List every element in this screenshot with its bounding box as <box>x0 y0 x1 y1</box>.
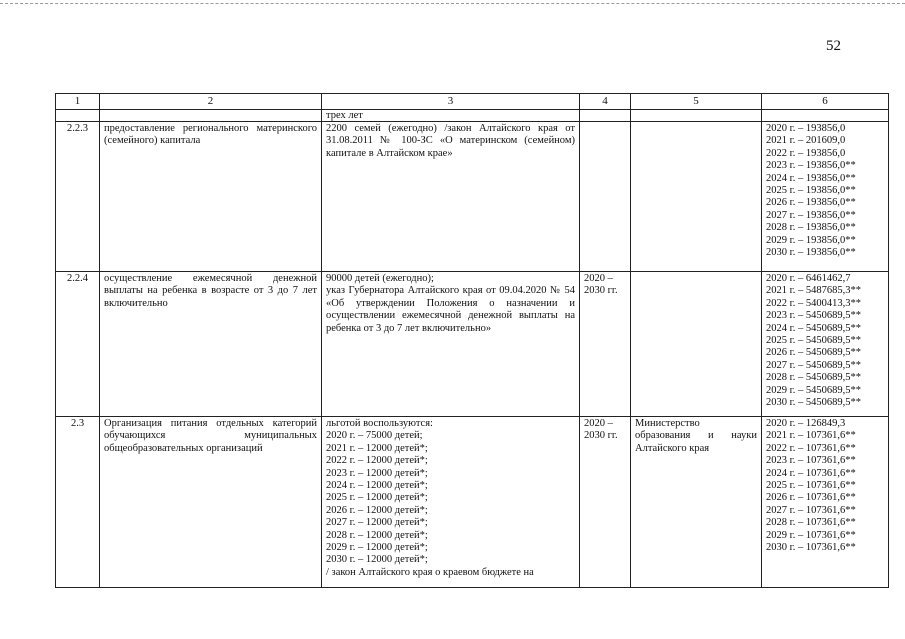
financing-line: 2030 г. – 5450689,5** <box>766 397 861 409</box>
indicator-line: 2022 г. – 12000 детей*; <box>326 455 428 467</box>
financing-line: 2022 г. – 5400413,3** <box>766 297 861 309</box>
row-number: 2.2.3 <box>56 122 100 272</box>
row-period: 2020 – 2030 гг. <box>580 417 631 588</box>
row-period: 2020 – 2030 гг. <box>580 272 631 417</box>
row-financing <box>762 272 889 417</box>
indicator-line: 2020 г. – 75000 детей; <box>326 430 423 442</box>
financing-line: 2023 г. – 5450689,5** <box>766 310 861 322</box>
table-header-row <box>56 94 889 110</box>
financing-line: 2024 г. – 5450689,5** <box>766 322 861 334</box>
financing-line: 2021 г. – 201609,0 <box>766 135 846 147</box>
indicator-line: 2030 г. – 12000 детей*; <box>326 554 428 566</box>
header-col-1: 1 <box>56 94 100 110</box>
indicator-line: указ Губернатора Алтайского края от 09.04.2020 № 54 «Об утверждении Положения о назначении и осуществлении ежемесячной денежной выплаты на ребенка от 3 до 7 лет включительно» <box>326 285 575 334</box>
row-period <box>580 122 631 272</box>
financing-line: 2023 г. – 107361,6** <box>766 455 856 467</box>
financing-line: 2029 г. – 5450689,5** <box>766 384 861 396</box>
financing-line: 2021 г. – 5487685,3** <box>766 285 861 297</box>
indicator-line: 2029 г. – 12000 детей*; <box>326 542 428 554</box>
continuation-row <box>56 110 889 122</box>
financing-line: 2020 г. – 6461462,7 <box>766 273 851 284</box>
row-description: Организация питания отдельных категорий обучающихся муниципальных общеобразовательных организаций <box>100 417 322 588</box>
header-col-4: 4 <box>580 94 631 110</box>
indicator-line: 2027 г. – 12000 детей*; <box>326 517 428 529</box>
row-executor <box>631 122 762 272</box>
row-description: осуществление ежемесячной денежной выплаты на ребенка в возрасте от 3 до 7 лет включительно <box>100 272 322 417</box>
indicator-line: / закон Алтайского края о краевом бюджете на <box>326 566 534 578</box>
financing-line: 2025 г. – 107361,6** <box>766 480 856 492</box>
row-indicator <box>322 272 580 417</box>
financing-line: 2025 г. – 5450689,5** <box>766 335 861 347</box>
indicator-line: 2021 г. – 12000 детей*; <box>326 442 428 454</box>
financing-line: 2027 г. – 193856,0** <box>766 209 856 221</box>
row-number: 2.3 <box>56 417 100 588</box>
header-col-6: 6 <box>762 94 889 110</box>
indicator-line: льготой воспользуются: <box>326 418 433 429</box>
table-row <box>56 272 889 417</box>
continuation-indicator: трех лет <box>322 110 580 122</box>
financing-line: 2020 г. – 193856,0 <box>766 123 846 134</box>
financing-line: 2028 г. – 107361,6** <box>766 517 856 529</box>
financing-line: 2021 г. – 107361,6** <box>766 430 856 442</box>
financing-line: 2022 г. – 107361,6** <box>766 442 856 454</box>
financing-line: 2024 г. – 107361,6** <box>766 467 856 479</box>
financing-line: 2028 г. – 193856,0** <box>766 222 856 234</box>
financing-line: 2020 г. – 126849,3 <box>766 418 846 429</box>
indicator-line: 2024 г. – 12000 детей*; <box>326 480 428 492</box>
row-financing <box>762 122 889 272</box>
page-top-rule <box>0 3 905 4</box>
financing-line: 2030 г. – 193856,0** <box>766 247 856 259</box>
table-row <box>56 417 889 588</box>
row-executor: Министерство образования и науки Алтайского края <box>631 417 762 588</box>
table-row <box>56 122 889 272</box>
financing-line: 2029 г. – 107361,6** <box>766 529 856 541</box>
indicator-line: 2200 семей (ежегодно) /закон Алтайского края от 31.08.2011 № 100-ЗС «О материнском (семейном) капитале в Алтайском крае» <box>326 123 575 159</box>
page-number: 52 <box>826 38 841 54</box>
row-indicator <box>322 417 580 588</box>
header-col-2: 2 <box>100 94 322 110</box>
indicator-line: 2025 г. – 12000 детей*; <box>326 492 428 504</box>
indicator-line: 2026 г. – 12000 детей*; <box>326 504 428 516</box>
financing-line: 2027 г. – 5450689,5** <box>766 359 861 371</box>
financing-line: 2023 г. – 193856,0** <box>766 160 856 172</box>
financing-line: 2024 г. – 193856,0** <box>766 172 856 184</box>
indicator-line: 90000 детей (ежегодно); <box>326 273 434 284</box>
financing-line: 2029 г. – 193856,0** <box>766 234 856 246</box>
row-executor <box>631 272 762 417</box>
header-col-3: 3 <box>322 94 580 110</box>
financing-line: 2025 г. – 193856,0** <box>766 185 856 197</box>
header-col-5: 5 <box>631 94 762 110</box>
indicator-line: 2023 г. – 12000 детей*; <box>326 467 428 479</box>
row-financing <box>762 417 889 588</box>
row-number: 2.2.4 <box>56 272 100 417</box>
financing-line: 2028 г. – 5450689,5** <box>766 372 861 384</box>
financing-line: 2026 г. – 193856,0** <box>766 197 856 209</box>
financing-line: 2026 г. – 5450689,5** <box>766 347 861 359</box>
program-table <box>55 93 889 588</box>
financing-line: 2027 г. – 107361,6** <box>766 504 856 516</box>
indicator-line: 2028 г. – 12000 детей*; <box>326 529 428 541</box>
financing-line: 2026 г. – 107361,6** <box>766 492 856 504</box>
financing-line: 2030 г. – 107361,6** <box>766 542 856 554</box>
row-description: предоставление регионального материнского (семейного) капитала <box>100 122 322 272</box>
financing-line: 2022 г. – 193856,0 <box>766 147 846 159</box>
row-indicator <box>322 122 580 272</box>
